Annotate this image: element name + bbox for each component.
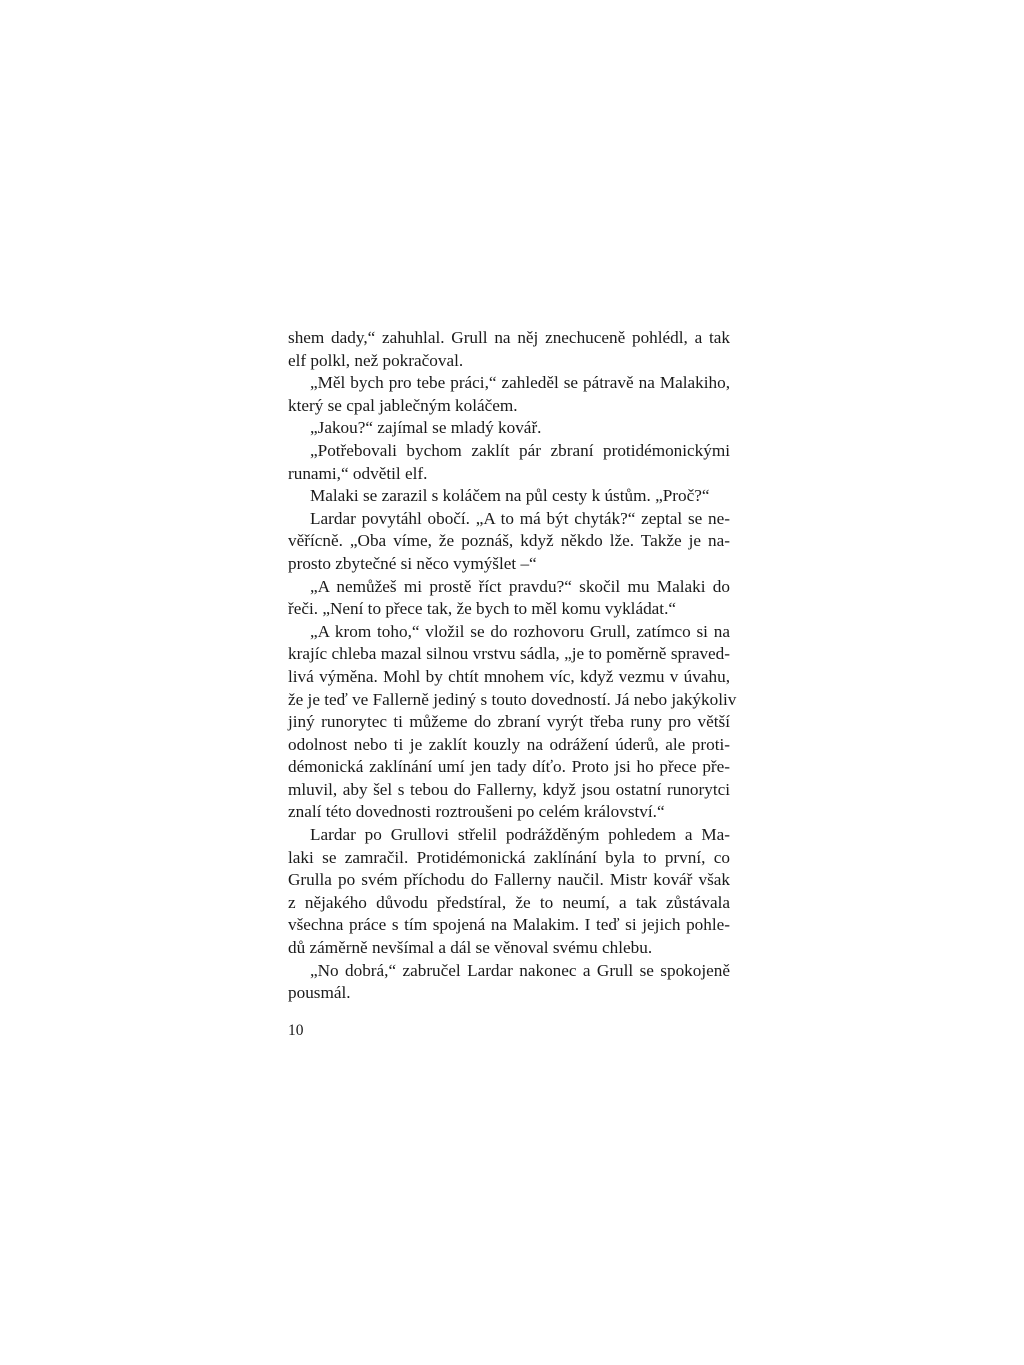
text-line: věřícně. „Oba víme, že poznáš, když někdo lže. Takže je na- [288, 531, 730, 551]
paragraph [288, 417, 730, 440]
text-line: dů záměrně nevšímal a dál se věnoval svému chlebu. [288, 938, 653, 958]
text-line: shem dady,“ zahuhlal. Grull na něj znechuceně pohlédl, a tak [288, 328, 730, 347]
text-line: Lardar po Grullovi střelil podrážděným pohledem a Ma- [310, 825, 730, 845]
text-line: že je teď ve Fallerně jediný s touto dovedností. Já nebo jakýkoliv [288, 689, 737, 709]
text-line: „No dobrá,“ zabručel Lardar nakonec a Grull se spokojeně [310, 960, 730, 980]
body-text [288, 327, 737, 1005]
text-line: Grulla po svém příchodu do Fallerny naučil. Mistr kovář však [288, 870, 730, 890]
text-line: který se cpal jablečným koláčem. [288, 395, 518, 415]
text-line: všechna práce s tím spojená na Malakim. I teď si jejich pohle- [288, 915, 730, 935]
text-line: Malaki se zarazil s koláčem na půl cesty k ústům. „Proč?“ [310, 486, 710, 506]
paragraph [288, 485, 730, 508]
paragraph [288, 824, 730, 960]
text-line: mluvil, aby šel s tebou do Fallerny, když jsou ostatní runorytci [288, 779, 730, 799]
paragraph [288, 327, 730, 372]
text-line: jiný runorytec ti můžeme do zbraní vyrýt třeba runy pro větší [288, 712, 730, 732]
text-line: pousmál. [288, 983, 351, 1003]
paragraph [288, 621, 737, 824]
text-line: elf polkl, než pokračoval. [288, 350, 464, 370]
paragraph [288, 960, 730, 1005]
text-line: krajíc chleba mazal silnou vrstvu sádla, „je to poměrně spraved- [288, 644, 730, 664]
text-line: „Potřebovali bychom zaklít pár zbraní protidémonickými [310, 440, 730, 460]
text-line: řeči. „Není to přece tak, že bych to měl komu vykládat.“ [288, 599, 676, 619]
text-line: Lardar povytáhl obočí. „A to má být chyták?“ zeptal se ne- [310, 508, 730, 528]
text-line: „A nemůžeš mi prostě říct pravdu?“ skočil mu Malaki do [310, 576, 730, 596]
text-line: démonická zaklínání umí jen tady díťo. Proto jsi ho přece pře- [288, 757, 730, 777]
text-line: laki se zamračil. Protidémonická zaklínání byla to první, co [288, 847, 730, 867]
text-line: livá výměna. Mohl by chtít mnohem víc, když vezmu v úvahu, [288, 666, 730, 686]
paragraph [288, 372, 730, 417]
text-line: „A krom toho,“ vložil se do rozhovoru Grull, zatímco si na [310, 621, 730, 641]
text-line: z nějakého důvodu předstíral, že to neumí, a tak zůstávala [288, 892, 730, 912]
text-line: odolnost nebo ti je zaklít kouzly na odrážení úderů, ale proti- [288, 734, 730, 754]
paragraph [288, 440, 730, 485]
page-number: 10 [288, 1022, 304, 1039]
text-line: znalí této dovednosti roztroušeni po celém království.“ [288, 802, 665, 822]
text-line: runami,“ odvětil elf. [288, 463, 428, 483]
text-line: prosto zbytečné si něco vymýšlet –“ [288, 553, 537, 573]
paragraph [288, 576, 730, 621]
text-line: „Jakou?“ zajímal se mladý kovář. [310, 418, 542, 438]
text-line: „Měl bych pro tebe práci,“ zahleděl se pátravě na Malakiho, [310, 373, 730, 393]
paragraph [288, 508, 730, 576]
